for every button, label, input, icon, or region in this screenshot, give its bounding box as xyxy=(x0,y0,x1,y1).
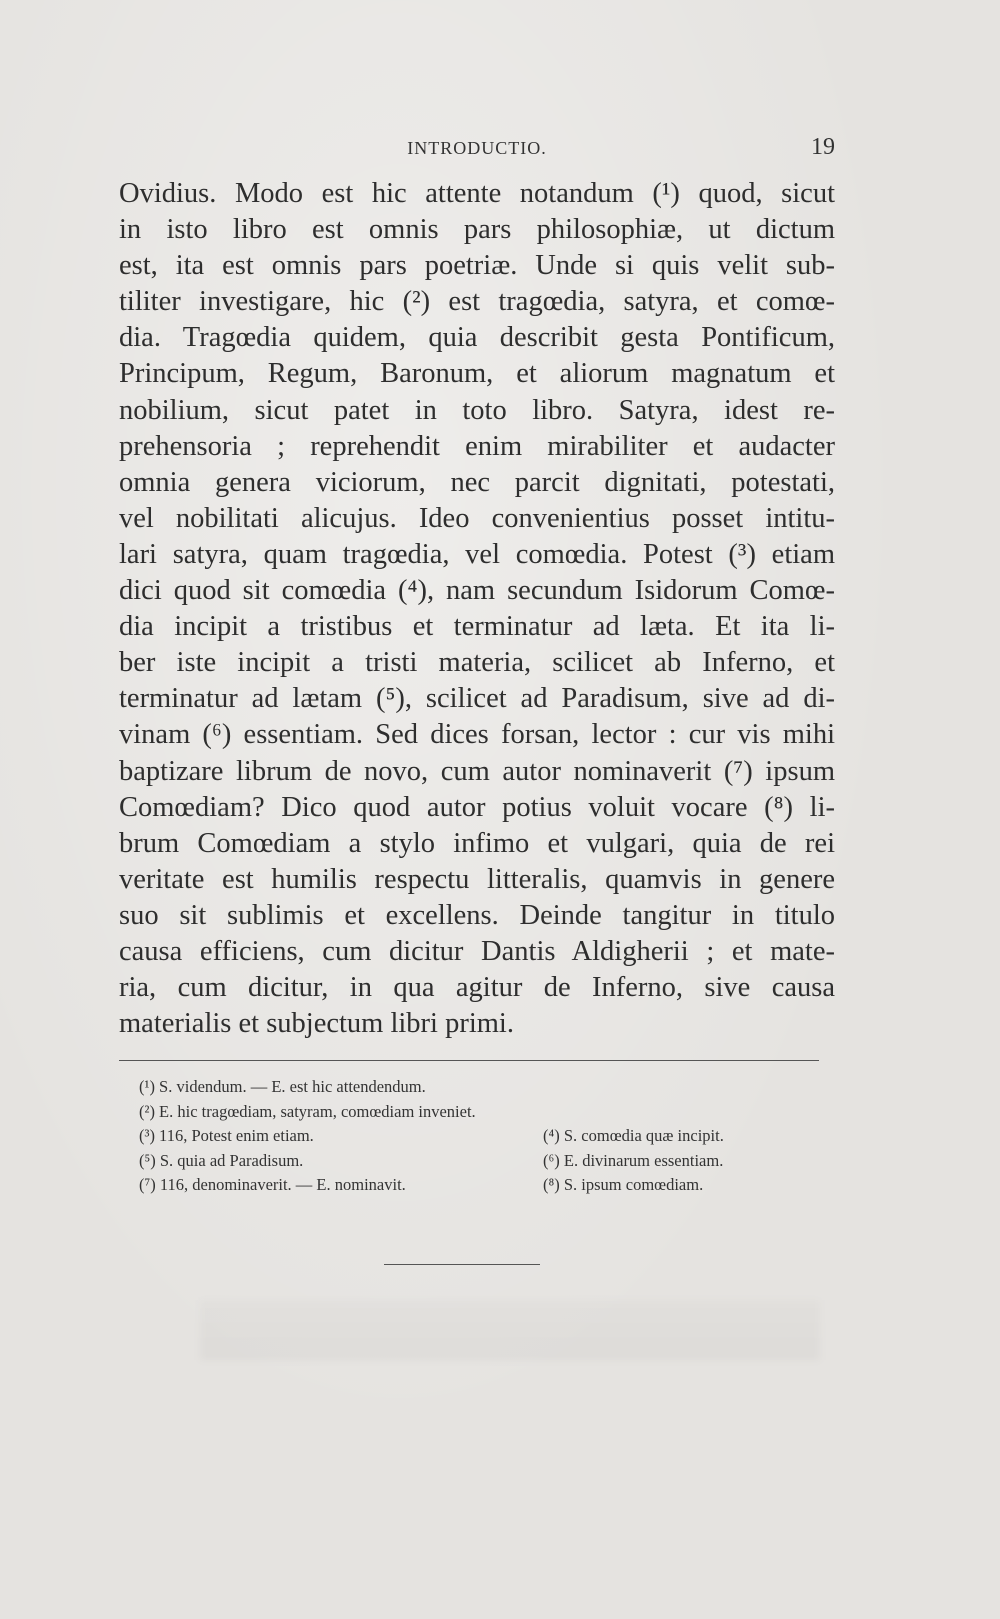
footnote-1: (¹) S. videndum. — E. est hic attendendum. xyxy=(139,1077,426,1096)
text-line: vinam (⁶) essentiam. Sed dices forsan, lector : cur vis mihi xyxy=(119,719,835,751)
footnote-row xyxy=(139,1077,799,1102)
footnote-rule xyxy=(119,1060,819,1061)
text-line: omnia genera viciorum, nec parcit dignitati, potestati, xyxy=(119,466,835,498)
footnotes xyxy=(139,1077,799,1200)
footnote-2: (²) E. hic tragœdiam, satyram, comœdiam inveniet. xyxy=(139,1101,476,1121)
text-line: tiliter investigare, hic (²) est tragœdia, satyra, et comœ- xyxy=(119,286,835,318)
text-line: dia incipit a tristibus et terminatur ad læta. Et ita li- xyxy=(119,611,835,643)
footnote-4: (⁴) S. comœdia quæ incipit. xyxy=(543,1126,724,1145)
text-line: nobilium, sicut patet in toto libro. Satyra, idest re- xyxy=(119,394,835,426)
footnote-5: (⁵) S. quia ad Paradisum. xyxy=(139,1150,304,1170)
text-line: Comœdiam? Dico quod autor potius voluit vocare (⁸) li- xyxy=(119,791,835,823)
footnote-6: (⁶) E. divinarum essentiam. xyxy=(543,1150,724,1170)
text-line: dia. Tragœdia quidem, quia describit gesta Pontificum, xyxy=(119,322,835,354)
text-line: veritate est humilis respectu litteralis, quamvis in genere xyxy=(119,863,835,895)
page-header xyxy=(119,134,835,164)
text-line: terminatur ad lætam (⁵), scilicet ad Paradisum, sive ad di- xyxy=(119,683,835,715)
section-end-rule xyxy=(384,1264,540,1265)
text-line: Principum, Regum, Baronum, et aliorum magnatum et xyxy=(119,358,835,390)
text-line: brum Comœdiam a stylo infimo et vulgari, quia de rei xyxy=(119,827,835,859)
text-line: vel nobilitati alicujus. Ideo convenientius posset intitu- xyxy=(119,502,835,534)
footnote-row xyxy=(139,1151,799,1176)
text-line: suo sit sublimis et excellens. Deinde tangitur in titulo xyxy=(119,899,835,931)
footnote-7: (⁷) 116, denominaverit. — E. nominavit. xyxy=(139,1175,406,1194)
text-line: baptizare librum de novo, cum autor nominaverit (⁷) ipsum xyxy=(119,755,835,787)
page-number: 19 xyxy=(811,134,835,160)
footnote-8: (⁸) S. ipsum comœdiam. xyxy=(543,1175,704,1194)
text-line: est, ita est omnis pars poetriæ. Unde si quis velit sub- xyxy=(119,250,835,282)
footnote-row xyxy=(139,1102,799,1127)
show-through-shadow xyxy=(200,1300,820,1360)
text-line: dici quod sit comœdia (⁴), nam secundum Isidorum Comœ- xyxy=(119,575,835,607)
footnote-row xyxy=(139,1126,799,1151)
running-head: INTRODUCTIO. xyxy=(407,138,547,158)
footnote-row xyxy=(139,1175,799,1200)
footnote-3: (³) 116, Potest enim etiam. xyxy=(139,1126,314,1145)
text-line: Ovidius. Modo est hic attente notandum (¹) quod, sicut xyxy=(119,178,835,209)
text-line: lari satyra, quam tragœdia, vel comœdia. Potest (³) etiam xyxy=(119,538,835,570)
text-line: prehensoria ; reprehendit enim mirabiliter et audacter xyxy=(119,430,835,462)
text-line: materialis et subjectum libri primi. xyxy=(119,1008,514,1040)
text-line: ria, cum dicitur, in qua agitur de Inferno, sive causa xyxy=(119,972,835,1004)
text-line: causa efficiens, cum dicitur Dantis Aldigherii ; et mate- xyxy=(119,935,835,967)
text-line: in isto libro est omnis pars philosophiæ, ut dictum xyxy=(119,214,835,246)
text-line: ber iste incipit a tristi materia, scilicet ab Inferno, et xyxy=(119,647,835,679)
main-text xyxy=(119,176,835,1042)
